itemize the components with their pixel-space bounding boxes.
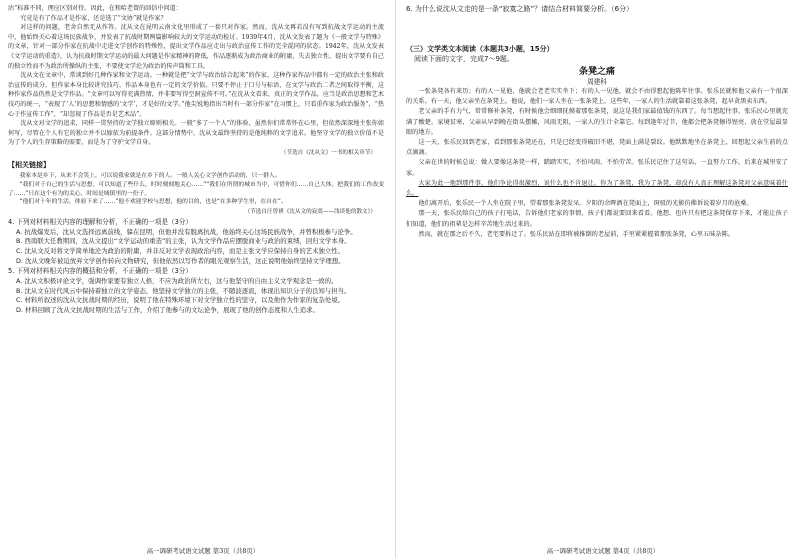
question-5-option: B. 沈从文在时代风云中保持着独立的文学姿态，他坚持文学独立的主张，不随波逐流，体现出知识分子的良知与担当。 bbox=[16, 286, 351, 295]
story-paragraph: 父亲在世的时候总说：做人要像这条凳一样，踏踏实实，不怕风雨，不怕劳苦。张乐民记住了这句话，一直努力工作，后来在城里安了家。 bbox=[406, 159, 788, 177]
story-paragraph: 这一天，张乐民回到老家，看到那张条凳还在，只是已经变得破旧不堪，凳面上满是裂纹。他默默地坐在条凳上，回想起父亲生前的点点滴滴。 bbox=[406, 139, 788, 157]
story-paragraph: 那一天，张乐民给自己的孩子打电话，告诉他们老家的事情，孩子们都说要回来看看。他想，也许只有把这条凳保存下来，才能让孩子们知道，他们的祖辈是怎样辛苦地生活过来的。 bbox=[406, 210, 788, 228]
question-5-stem: 5. 下列对材料相关内容的概括和分析，不正确的一项是（3分） bbox=[8, 267, 193, 276]
reading-instruction: 阅读下面的文字，完成7～9题。 bbox=[414, 55, 514, 63]
text-paragraph: 对这样的问题，老舍自然无从作答。沈从文在昆明云南文化里形成了一套只对作家。然而，沈从文再若没有写到抗战文学运动的主流中，他始终关心着这场民族战争，并发表了抗战时期两篇影响较大的文学运动的检讨。1939年4月，沈从文发表了题为《一般文学与特殊》的文章，针对一部分作家在抗战中走进文学创作的特殊性，提出文学作品应走出与政治宣传工作的完全混同的状态。1942年，沈从文发表《文学运动的重造》，认为抗战时期文学运动的最大问题是作家精神的降低，作品逐渐成为政治商业的附庸，失去独立性，提出文学要有自己的独立性而不为政治所操纵的主张，不要使文学沦为政治的传声筒和工具。 bbox=[8, 24, 384, 70]
question-5-option: C. 材料所叙述的沈从文抗战时期的经历，说明了他在特殊环境下对文学独立性的坚守，以及他作为作家的复杂处境。 bbox=[16, 296, 345, 305]
story-paragraph: 一张条凳各有来历；有的人一见他，他就会老老实实坐下；有的人一见他，就会不由得想起他陈年往事。张乐民就和他父亲有一个很深的关系。有一天，他父亲坐在条凳上。他说，他们一家人坐在一张条凳上，这些年，一家人的生活就靠着这张条凳，起早贪黑卖东西。 bbox=[406, 88, 788, 106]
link-source: （节选自汪曾祺《沈从文的寂寞——浅谈他的散文》） bbox=[244, 209, 376, 216]
question-4-option: B. 西南联大任教期间，沈从文提出“文学运动的重造”的主张，认为文学作品应摆脱商业与政治的束缚，回归文学本身。 bbox=[16, 237, 351, 246]
question-5-option: D. 材料回顾了沈从文抗战时期的生活与工作，介绍了他参与的文坛论争，展现了他的创作态度和人生追求。 bbox=[16, 305, 319, 314]
page-divider bbox=[395, 0, 396, 558]
text-paragraph: 沈从文对文学的追求，同样一贯坚持的文学独立原则相关。一般“多了一个人”的体验，虽然你们常常怀在心里，但依然深深地主张你如何写，尽管在个人有它的独立并不以嫁依为前提条件。这部分情势中，沈从文最终坚持的是他纯粹的文学追求。他坚守文学的独立价值不是为了个人的生存策略的需要，而是为了守护文学自身。 bbox=[8, 120, 384, 147]
text-paragraph: 沈从文在文章中，常谈到好几种作家和文学运动。一种就是把“文学与政治结合起来”的作家，这种作家作品中都有一定的政治主张和政治宣传的成分，但作家本身比较讲究技巧，作品本身也有一定的文学价值。只要不停止于口号与标语，在文学与政治二者之间取得平衡，这种作家作品仍然是文学作品。“文章可以写得充满热情，并非要写得空洞宣传不可。”在沈从文看来，真正的文学作品，应当是政治思想和艺术技巧的统一，“表现了‘人’的思想和情感的‘文学’，才是好的文学。”他尖锐地指出当时有一部分作家“在习惯上，只看重作家为政治服务”，“热心于作宣传工作”，“却忽视了作品是否是艺术品”。 bbox=[8, 72, 384, 118]
text-paragraph: 究竟是有了作品才是作家，还是选了“文协”就是作家？ bbox=[20, 14, 167, 22]
story-paragraph-underlined: 大家为此一地到那件事，他们争论得很激烈，说什么也不肯退让。你为了条凳，我为了条凳，却没有人真正理解这条凳对父亲意味着什么。 bbox=[406, 179, 788, 198]
question-6: 6. 为什么说沈从文走的是一条“寂寞之路”？请结合材料简要分析。（6分） bbox=[406, 5, 634, 13]
story-paragraph: 他们离开后，张乐民一个人坐在院子里，望着那张条凳发呆。夕阳的余晖洒在凳面上，斑驳的光影仿佛诉说着岁月的沧桑。 bbox=[418, 200, 753, 208]
source-line: （节选自《沈从文》一书的相关章节） bbox=[280, 149, 376, 156]
section-heading: （三）文学类文本阅读（本题共3小题，15分） bbox=[406, 45, 554, 53]
question-4-option: A. 抗战爆发后，沈从文选择远离前线，躲在昆明，但他并没有脱离抗战，他始终关心这场民族战争，并曾积极参与论争。 bbox=[16, 227, 357, 236]
page-footer: 高一调研考试语文试题 第4页（共8页） bbox=[546, 547, 660, 555]
link-paragraph: 我家本是乡下，从来不会笑上，可以说我家就是在乡下的人。一般人关心文学创作活动的，只一群人。 bbox=[19, 172, 281, 179]
story-author: 周建科 bbox=[587, 78, 607, 86]
answer-space bbox=[406, 14, 788, 44]
story-paragraph: 然而，就在那之后不久，老宅要拆迁了。张乐民站在即将被推倒的老屋前，手里紧紧握着那张条凳，心里五味杂陈。 bbox=[418, 230, 734, 238]
right-page bbox=[400, 0, 794, 558]
link-paragraph: “他们对十年的生活，体验下来了……”他不欢迎学校与思想，他的目的，也是“在多种学生里，在自在”。 bbox=[19, 199, 287, 206]
related-link-header: 【相关链接】 bbox=[8, 160, 50, 169]
page-footer: 高一调研考试语文试题 第3页（共8页） bbox=[146, 547, 260, 555]
question-4-stem: 4. 下列对材料相关内容的理解和分析，不正确的一项是（3分） bbox=[8, 218, 193, 227]
story-title: 条凳之痛 bbox=[578, 67, 615, 77]
question-4-option: D. 沈从文晚年被迫放弃文学创作转向文物研究，但他依然以写作者的眼光观察生活，这正说明他始终坚持文学理想。 bbox=[16, 256, 345, 265]
left-page bbox=[0, 0, 390, 558]
question-4-option: C. 沈从文反对将文学简单地沦为政治的附庸，并非反对文学表现政治内容，而是主张文学应保持自身的艺术独立性。 bbox=[16, 247, 345, 256]
story-paragraph: 老父亲的手有力气，常常修补条凳，有时候他会细细抚摸着那张条凳，说这是我们家最值钱的东西了。每当想起往事，张乐民心里就充满了酸楚。家境贫寒，父亲从早到晚在街头摆摊，风雨无阻，一家人的生计全靠它。每到逢年过节，他都会把条凳擦得锃亮，放在堂屋最显眼的地方。 bbox=[406, 108, 788, 136]
text-paragraph: 沽”标准不同，理应区别对待。因此，在和哈老曾的回信中问道： bbox=[8, 5, 182, 12]
question-5-option: A. 沈从文积极评论文学，强调作家要有独立人格，不应为政治所左右，这与他坚守的自由主义文学观念是一致的。 bbox=[16, 277, 338, 286]
link-paragraph: “我们对于自己的生活与思想，可以知道了些什么，时时刻刻地关心……”“我们在所谓的城市当中，可惜你们……自己大体，把我们的工作改变了……”只在这个有为的关心，时间是城镇里的一份子。 bbox=[8, 181, 384, 197]
